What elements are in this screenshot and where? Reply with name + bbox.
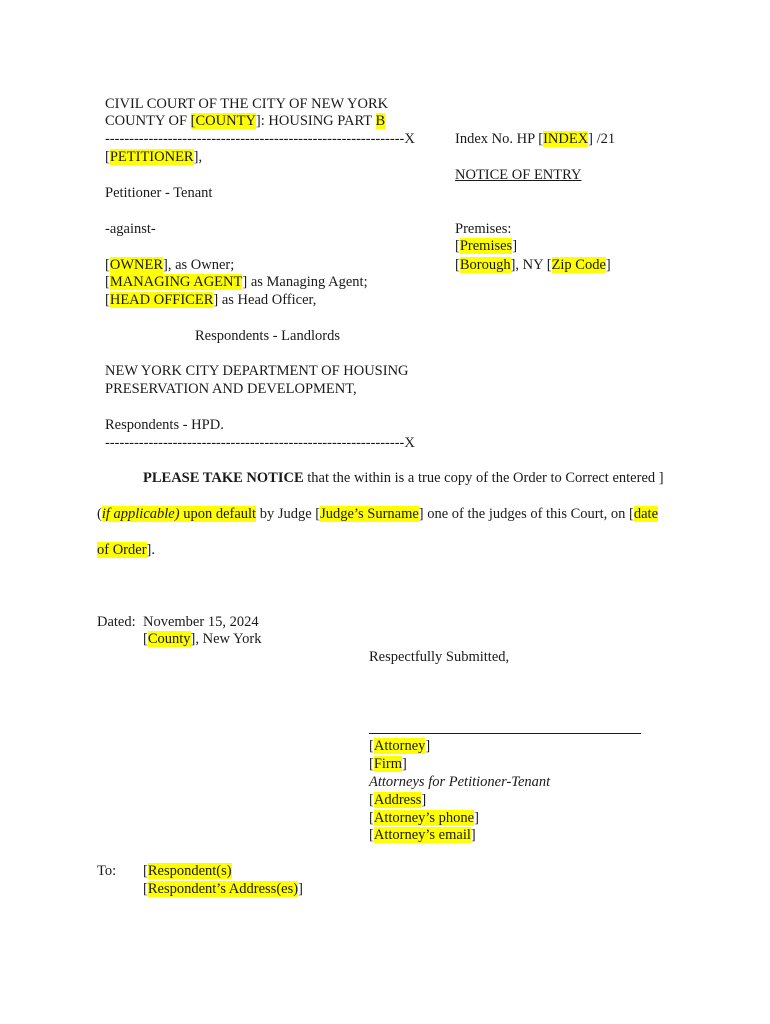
upon-default-placeholder[interactable]: upon default bbox=[179, 506, 257, 522]
hpd-line-2: PRESERVATION AND DEVELOPMENT, bbox=[105, 381, 357, 397]
index-placeholder[interactable]: INDEX bbox=[543, 131, 589, 147]
to-address-line: [Respondent’s Address(es)] bbox=[143, 881, 303, 897]
to-respondents-line: [Respondent(s) bbox=[143, 863, 232, 879]
owner-placeholder[interactable]: OWNER bbox=[109, 257, 164, 273]
respondents-landlords: Respondents - Landlords bbox=[195, 328, 340, 344]
owner-line: [OWNER], as Owner; bbox=[105, 257, 235, 273]
date-placeholder[interactable]: date bbox=[633, 506, 659, 522]
to-label: To: bbox=[97, 863, 117, 879]
if-applicable-placeholder[interactable]: if applicable) bbox=[101, 506, 180, 522]
dated-county-line: [County], New York bbox=[143, 631, 262, 647]
borough-zip-line: [Borough], NY [Zip Code] bbox=[455, 257, 611, 273]
attorneys-for-line: Attorneys for Petitioner-Tenant bbox=[369, 774, 551, 790]
court-name: CIVIL COURT OF THE CITY OF NEW YORK bbox=[105, 96, 389, 112]
county-line: COUNTY OF [COUNTY]: HOUSING PART B bbox=[105, 113, 386, 129]
notice-line-2: (if applicable) upon default by Judge [Judge’s Surname] one of the judges of this Court, on [date bbox=[97, 506, 659, 522]
petitioner-role: Petitioner - Tenant bbox=[105, 185, 213, 201]
address-placeholder[interactable]: Address bbox=[373, 792, 422, 808]
housing-part-placeholder[interactable]: B bbox=[375, 113, 386, 129]
dated-label: Dated: bbox=[97, 614, 136, 630]
attorney-email-placeholder[interactable]: Attorney’s email bbox=[373, 827, 471, 843]
dated-county-placeholder[interactable]: County bbox=[147, 631, 191, 647]
borough-placeholder[interactable]: Borough bbox=[459, 257, 511, 273]
email-line: [Attorney’s email] bbox=[369, 827, 476, 843]
attorney-line: [Attorney] bbox=[369, 738, 431, 754]
respondents-address-placeholder[interactable]: Respondent’s Address(es) bbox=[147, 881, 299, 897]
head-officer-line: [HEAD OFFICER] as Head Officer, bbox=[105, 292, 317, 308]
index-number: Index No. HP [INDEX] /21 bbox=[455, 131, 616, 147]
managing-agent-placeholder[interactable]: MANAGING AGENT bbox=[109, 274, 243, 290]
address-line: [Address] bbox=[369, 792, 427, 808]
judge-surname-placeholder[interactable]: Judge’s Surname bbox=[320, 506, 419, 522]
respondents-hpd: Respondents - HPD. bbox=[105, 417, 224, 433]
zip-code-placeholder[interactable]: Zip Code bbox=[551, 257, 606, 273]
petitioner-placeholder[interactable]: PETITIONER bbox=[109, 149, 194, 165]
head-officer-placeholder[interactable]: HEAD OFFICER bbox=[109, 292, 214, 308]
date-of-order-placeholder[interactable]: of Order bbox=[97, 542, 147, 558]
premises-placeholder[interactable]: Premises bbox=[459, 238, 513, 254]
caption-rule-top: --------------------------------------------------------------X bbox=[105, 131, 415, 147]
petitioner-line: [PETITIONER], bbox=[105, 149, 203, 165]
premises-label: Premises: bbox=[455, 221, 512, 237]
signature-line bbox=[369, 733, 641, 734]
please-take-notice: PLEASE TAKE NOTICE bbox=[143, 470, 304, 486]
notice-line-3: of Order]. bbox=[97, 542, 155, 558]
firm-placeholder[interactable]: Firm bbox=[373, 756, 403, 772]
hpd-line-1: NEW YORK CITY DEPARTMENT OF HOUSING bbox=[105, 363, 409, 379]
county-placeholder[interactable]: [COUNTY bbox=[190, 113, 256, 129]
firm-line: [Firm] bbox=[369, 756, 407, 772]
notice-of-entry-title: NOTICE OF ENTRY bbox=[455, 167, 582, 183]
premises-line: [Premises] bbox=[455, 238, 518, 254]
against-text: -against- bbox=[105, 221, 156, 237]
respectfully-submitted: Respectfully Submitted, bbox=[369, 649, 510, 665]
caption-rule-bottom: --------------------------------------------------------------X bbox=[105, 435, 415, 451]
attorney-phone-placeholder[interactable]: Attorney’s phone bbox=[373, 810, 475, 826]
managing-agent-line: [MANAGING AGENT] as Managing Agent; bbox=[105, 274, 368, 290]
phone-line: [Attorney’s phone] bbox=[369, 810, 479, 826]
dated-date: November 15, 2024 bbox=[143, 614, 259, 630]
attorney-placeholder[interactable]: Attorney bbox=[373, 738, 426, 754]
respondents-placeholder[interactable]: Respondent(s) bbox=[147, 863, 232, 879]
notice-line-1: PLEASE TAKE NOTICE that the within is a true copy of the Order to Correct entered ] bbox=[143, 470, 664, 486]
